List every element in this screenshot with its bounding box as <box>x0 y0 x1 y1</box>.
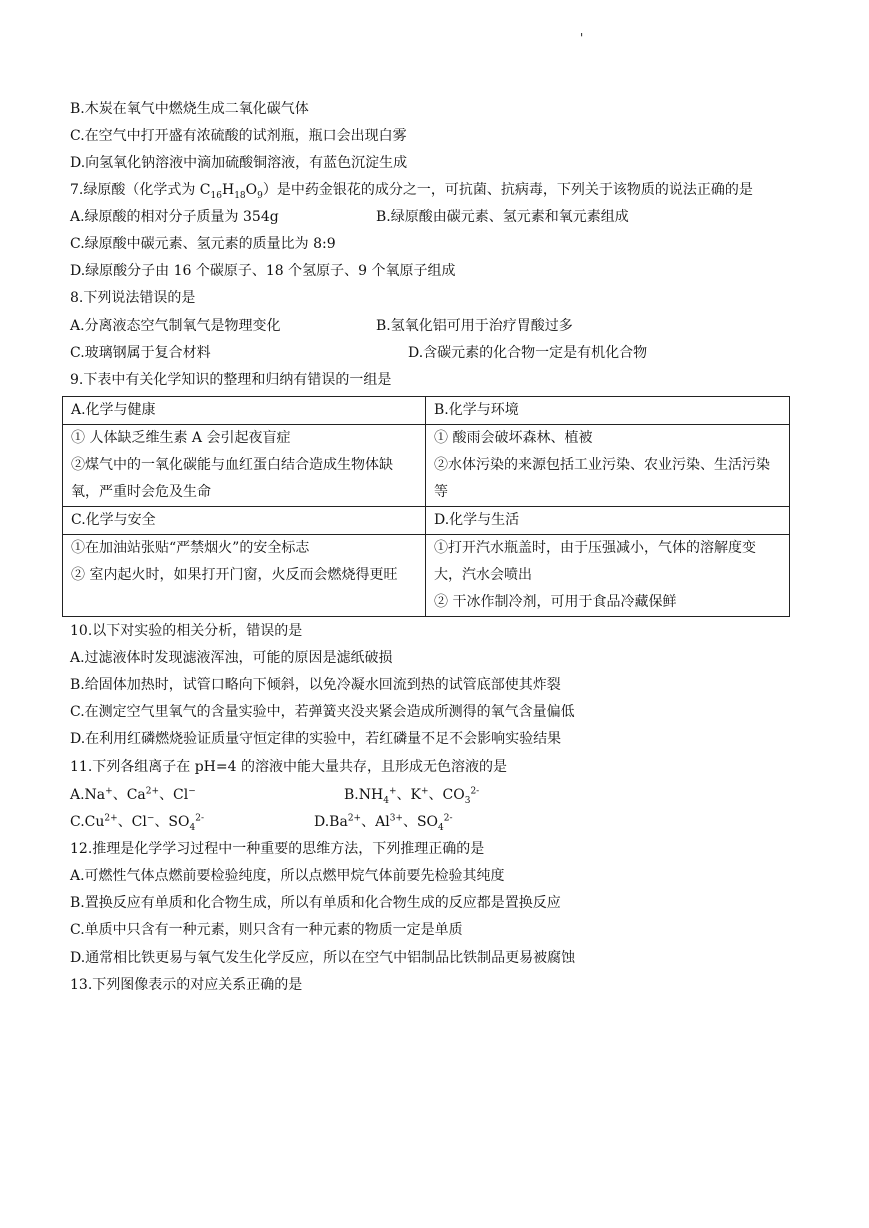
table-row <box>63 397 790 425</box>
cell-c-item-1: ①在加油站张贴“严禁烟火”的安全标志 <box>71 540 310 556</box>
q7-h-subscript: 18 <box>234 190 246 201</box>
q11-c-part: 、Cl <box>117 814 147 830</box>
q11-d-sup: 3+ <box>389 813 403 824</box>
q11-d-sup: 2+ <box>347 813 362 824</box>
q7-c-subscript: 16 <box>210 190 222 201</box>
q6-option-c: C.在空气中打开盛有浓硫酸的试剂瓶，瓶口会出现白雾 <box>70 128 407 144</box>
cell-a-item-2: ②煤气中的一氧化碳能与血红蛋白结合造成生物体缺氧，严重时会危及生命 <box>71 457 393 500</box>
q11-d-part: 、Al <box>361 814 390 830</box>
q7-h: H <box>221 182 235 198</box>
cell-a-head: A.化学与健康 <box>63 397 426 425</box>
q11-b-sup: + <box>420 786 429 797</box>
q8-stem: 8.下列说法错误的是 <box>70 290 196 306</box>
q11-d-part: 、SO <box>402 814 439 830</box>
cell-c-head: C.化学与安全 <box>63 507 426 535</box>
q11-b-part: B.NH <box>344 787 384 803</box>
q11-stem: 11.下列各组离子在 pH=4 的溶液中能大量共存，且形成无色溶液的是 <box>70 759 507 775</box>
q11-a-sup: + <box>105 786 113 797</box>
q11-d-sup: 2- <box>443 813 453 824</box>
q11-d-part: D.Ba <box>314 814 348 830</box>
q7-o: O <box>245 182 258 198</box>
q9-stem: 9.下表中有关化学知识的整理和归纳有错误的一组是 <box>70 372 392 388</box>
q11-a-part: 、Cl <box>159 787 189 803</box>
q11-a-part: 、Ca <box>112 787 146 803</box>
q7-stem-post: ）是中药金银花的成分之一，可抗菌、抗病毒，下列关于该物质的说法正确的是 <box>262 182 753 198</box>
cell-d-item-2: ② 干冰作制冷剂，可用于食品冷藏保鲜 <box>434 594 677 610</box>
cell-b-item-2: ②水体污染的来源包括工业污染、农业污染、生活污染等 <box>434 457 770 500</box>
q11-c-sup: 2+ <box>104 813 118 824</box>
q11-a-sup: − <box>188 786 196 797</box>
knowledge-table <box>62 396 790 617</box>
q6-option-d: D.向氢氧化钠溶液中滴加硫酸铜溶液，有蓝色沉淀生成 <box>70 155 408 171</box>
q10-option-a: A.过滤液体时发现滤液浑浊，可能的原因是滤纸破损 <box>70 650 393 666</box>
cell-b-body <box>426 425 790 507</box>
cell-c-body <box>63 535 426 617</box>
q7-option-c: C.绿原酸中碳元素、氢元素的质量比为 8:9 <box>70 236 336 252</box>
cell-c-item-2: ② 室内起火时，如果打开门窗，火反而会燃烧得更旺 <box>71 567 398 583</box>
q11-option-d <box>314 812 453 832</box>
q11-d-sub: 4 <box>438 822 444 833</box>
q10-option-d: D.在利用红磷燃烧验证质量守恒定律的实验中，若红磷量不足不会影响实验结果 <box>70 731 562 747</box>
q11-option-a <box>70 785 196 805</box>
q11-option-c <box>70 812 204 832</box>
q11-c-part: C.Cu <box>70 814 105 830</box>
q11-b-sub: 3 <box>464 795 471 806</box>
q8-option-c: C.玻璃钢属于复合材料 <box>70 345 211 361</box>
q11-b-part: 、K <box>396 787 421 803</box>
q12-stem: 12.推理是化学学习过程中一种重要的思维方法，下列推理正确的是 <box>70 841 485 857</box>
q10-option-b: B.给固体加热时，试管口略向下倾斜，以免冷凝水回流到热的试管底部使其炸裂 <box>70 677 561 693</box>
q10-option-c: C.在测定空气里氧气的含量实验中，若弹簧夹没夹紧会造成所测得的氧气含量偏低 <box>70 704 575 720</box>
cell-d-body <box>426 535 790 617</box>
q7-stem-pre: 7.绿原酸（化学式为 C <box>70 182 211 198</box>
cell-a-body <box>63 425 426 507</box>
q6-option-b: B.木炭在氧气中燃烧生成二氧化碳气体 <box>70 101 309 117</box>
table-row <box>63 425 790 507</box>
q10-stem: 10.以下对实验的相关分析，错误的是 <box>70 623 303 639</box>
q12-option-d: D.通常相比铁更易与氧气发生化学反应，所以在空气中铝制品比铁制品更易被腐蚀 <box>70 950 576 966</box>
q11-a-part: A.Na <box>70 787 106 803</box>
cell-b-head: B.化学与环境 <box>426 397 790 425</box>
q12-option-a: A.可燃性气体点燃前要检验纯度，所以点燃甲烷气体前要先检验其纯度 <box>70 868 505 884</box>
cell-a-item-1: ① 人体缺乏维生素 A 会引起夜盲症 <box>71 430 291 446</box>
q7-stem <box>70 180 753 200</box>
cell-d-head: D.化学与生活 <box>426 507 790 535</box>
q12-option-c: C.单质中只含有一种元素，则只含有一种元素的物质一定是单质 <box>70 922 463 938</box>
q11-b-sup: + <box>388 786 397 797</box>
q11-c-sub: 4 <box>189 822 196 833</box>
q7-option-b: B.绿原酸由碳元素、氢元素和氧元素组成 <box>376 209 629 225</box>
q11-option-b <box>344 785 479 805</box>
q7-option-d: D.绿原酸分子由 16 个碳原子、18 个氢原子、9 个氧原子组成 <box>70 263 456 279</box>
page-mark: ' <box>580 31 584 45</box>
q11-b-sub: 4 <box>383 795 389 806</box>
table-row <box>63 507 790 535</box>
q13-stem: 13.下列图像表示的对应关系正确的是 <box>70 977 303 993</box>
q8-option-b: B.氢氧化铝可用于治疗胃酸过多 <box>376 318 573 334</box>
q8-option-a: A.分离液态空气制氧气是物理变化 <box>70 318 281 334</box>
cell-d-item-1: ①打开汽水瓶盖时，由于压强减小，气体的溶解度变大，汽水会喷出 <box>434 540 756 583</box>
q11-a-sup: 2+ <box>145 786 160 797</box>
q7-option-a: A.绿原酸的相对分子质量为 354g <box>70 209 279 225</box>
q11-c-part: 、SO <box>154 814 190 830</box>
q7-o-subscript: 9 <box>257 190 263 201</box>
q11-b-part: 、CO <box>428 787 465 803</box>
q12-option-b: B.置换反应有单质和化合物生成，所以有单质和化合物生成的反应都是置换反应 <box>70 895 561 911</box>
q11-c-sup: 2- <box>195 813 205 824</box>
q11-b-sup: 2- <box>470 786 480 797</box>
q8-option-d: D.含碳元素的化合物一定是有机化合物 <box>408 345 648 361</box>
cell-b-item-1: ① 酸雨会破坏森林、植被 <box>434 430 593 446</box>
table-row <box>63 535 790 617</box>
q11-c-sup: − <box>146 813 155 824</box>
